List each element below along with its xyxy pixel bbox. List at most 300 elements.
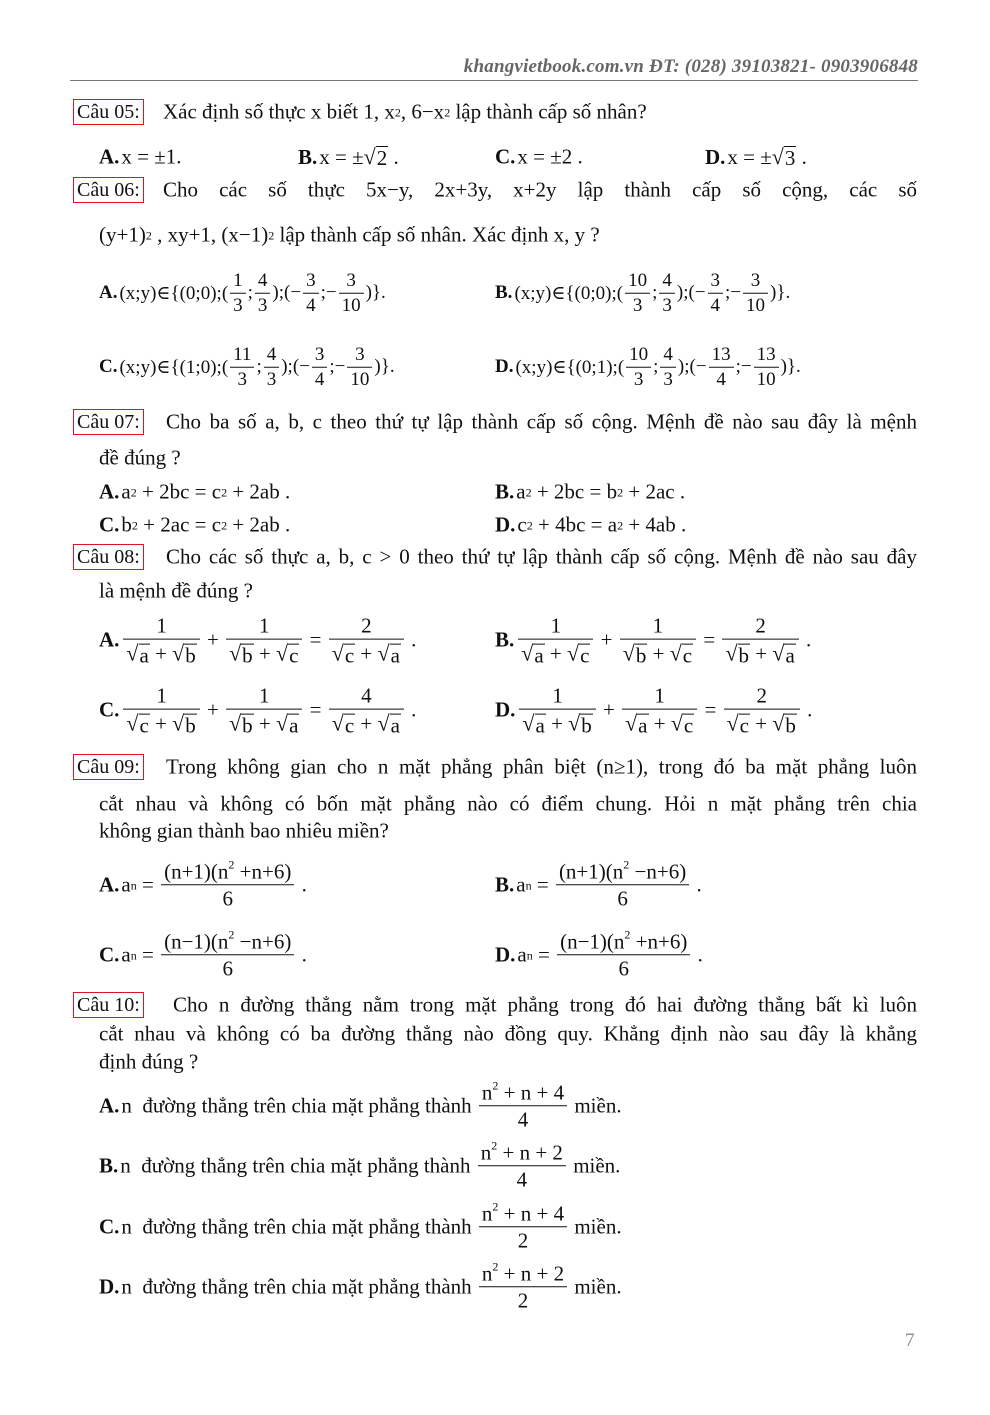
square-root bbox=[229, 640, 254, 668]
option-letter: C. bbox=[99, 512, 120, 537]
text-run: 10 bbox=[350, 368, 370, 390]
text-run: x = ± bbox=[727, 144, 772, 169]
radicand: b bbox=[581, 713, 592, 738]
option-letter: C. bbox=[495, 144, 516, 169]
text-run: , xy+1, (x−1) bbox=[151, 222, 269, 247]
square-root bbox=[623, 640, 648, 668]
fraction bbox=[478, 1139, 566, 1193]
answer-option: B. a n = $\frac{(n+1)(n^2 -n+6)}{6}$ . bbox=[495, 857, 702, 911]
denominator bbox=[264, 368, 280, 392]
option-letter: D. bbox=[705, 144, 726, 169]
denominator bbox=[659, 294, 675, 318]
text-run: (n+1)(n bbox=[558, 859, 624, 884]
numerator bbox=[347, 343, 372, 368]
text-run: + 2ac = c bbox=[137, 512, 222, 537]
text-run: 13 bbox=[711, 343, 731, 365]
answer-option bbox=[99, 683, 416, 738]
question-label: Câu 06: bbox=[73, 177, 144, 203]
radical-sign-icon: √ bbox=[521, 640, 534, 666]
text-run: n đường thẳng trên chia mặt phẳng thành bbox=[121, 1093, 477, 1118]
radicand: a bbox=[638, 713, 648, 738]
answer-option: C. a n = $\frac{(n-1)(n^2 -n+6)}{6}$ . bbox=[99, 927, 307, 981]
text-run: 1 bbox=[156, 683, 167, 708]
text-run: 3 bbox=[750, 269, 761, 291]
numerator bbox=[518, 613, 593, 640]
fraction bbox=[303, 269, 319, 318]
numerator bbox=[329, 683, 404, 710]
text-run: 6 bbox=[222, 886, 233, 911]
numerator bbox=[479, 1200, 567, 1227]
numerator bbox=[303, 269, 319, 294]
text-run: );(− bbox=[272, 282, 302, 303]
fraction bbox=[519, 683, 595, 738]
radicand: a bbox=[785, 643, 795, 668]
text-run: . bbox=[796, 144, 807, 169]
text-run: 2 bbox=[755, 613, 766, 638]
answer-option bbox=[495, 613, 811, 668]
fraction bbox=[329, 613, 404, 668]
text-run: đề đúng ? bbox=[99, 445, 181, 470]
square-root bbox=[364, 144, 389, 170]
option-letter: C. bbox=[99, 356, 118, 377]
numerator bbox=[479, 1260, 567, 1287]
question-label: Câu 09: bbox=[73, 754, 144, 780]
radicand: c bbox=[139, 713, 149, 738]
radical-sign-icon: √ bbox=[771, 144, 784, 169]
text-run: n đường thẳng trên chia mặt phẳng thành bbox=[121, 1214, 477, 1239]
text-run: 2 bbox=[517, 1288, 529, 1313]
denominator bbox=[660, 368, 676, 392]
text-run: lập thành cấp số nhân. Xác định x, y ? bbox=[274, 222, 600, 247]
denominator bbox=[722, 640, 798, 668]
text-run: là mệnh đề đúng ? bbox=[99, 578, 253, 603]
superscript: 2 bbox=[228, 857, 235, 872]
radical-sign-icon: √ bbox=[568, 710, 581, 736]
denominator bbox=[519, 710, 595, 738]
text-run: b bbox=[121, 512, 132, 537]
text-run: + bbox=[597, 697, 621, 722]
superscript: 2 bbox=[492, 1078, 499, 1093]
text-run: 1 bbox=[654, 683, 665, 708]
denominator bbox=[347, 368, 372, 392]
numerator bbox=[722, 613, 798, 640]
question-text-line bbox=[99, 1050, 198, 1075]
text-run: )}. bbox=[374, 356, 395, 377]
radical-sign-icon: √ bbox=[726, 710, 739, 736]
option-letter: B. bbox=[99, 1153, 119, 1178]
text-run: 10 bbox=[628, 269, 648, 291]
answer-option bbox=[99, 343, 395, 392]
numerator bbox=[230, 343, 254, 368]
text-run: 10 bbox=[341, 294, 361, 316]
text-run: (x;y)∈{(1;0);( bbox=[119, 356, 229, 378]
answer-option: D. c 2 + 4bc = a 2 + 4ab . bbox=[495, 512, 687, 537]
radicand: b bbox=[635, 643, 647, 668]
numerator bbox=[264, 343, 280, 368]
text-run: (n−1)(n bbox=[164, 929, 229, 954]
question-text-line bbox=[163, 178, 917, 203]
text-run: 3 bbox=[663, 368, 673, 390]
text-run: = bbox=[532, 942, 556, 967]
square-root bbox=[772, 710, 797, 738]
radicand: c bbox=[344, 713, 355, 738]
text-run: miền. bbox=[569, 1274, 622, 1299]
text-run: (x;y)∈{(0;0);( bbox=[514, 282, 624, 304]
option-letter: D. bbox=[99, 1274, 120, 1299]
text-run: )}. bbox=[780, 356, 801, 377]
radical-sign-icon: √ bbox=[567, 640, 580, 666]
question-text-line: Xác định số thực x biết 1, x 2 , 6−x 2 lập thành cấp số nhân? bbox=[163, 99, 647, 124]
radicand: b bbox=[185, 713, 196, 738]
text-run: (n+1)(n bbox=[164, 859, 229, 884]
text-run: 3 bbox=[355, 343, 365, 365]
fraction bbox=[226, 613, 302, 668]
question-text-line: (y+1) 2 , xy+1, (x−1) 2 lập thành cấp số nhân. Xác định x, y ? bbox=[99, 222, 600, 247]
text-run: a bbox=[516, 479, 526, 504]
answer-option bbox=[298, 144, 399, 170]
answer-option bbox=[99, 1200, 622, 1254]
text-run: x = ± bbox=[319, 144, 364, 169]
denominator bbox=[226, 640, 302, 668]
radicand: b bbox=[242, 713, 253, 738]
square-root bbox=[276, 640, 299, 668]
text-run: + bbox=[201, 697, 225, 722]
text-run: định đúng ? bbox=[99, 1049, 199, 1074]
fraction bbox=[312, 343, 328, 392]
superscript: 2 bbox=[492, 1259, 499, 1274]
square-root bbox=[670, 640, 693, 668]
radicand: a bbox=[534, 643, 544, 668]
text-run: 3 bbox=[632, 294, 643, 316]
radical-sign-icon: √ bbox=[772, 710, 785, 736]
text-run: Cho ba số a, b, c theo thứ tự lập thành cấp số cộng. Mệnh đề nào sau đây là mệnh bbox=[166, 409, 917, 434]
numerator bbox=[754, 343, 779, 368]
option-letter: C. bbox=[99, 1214, 120, 1239]
text-run: ;− bbox=[725, 282, 742, 303]
text-run: 13 bbox=[756, 343, 776, 365]
denominator bbox=[230, 294, 246, 318]
question-text-line bbox=[99, 579, 253, 604]
radicand: c bbox=[683, 713, 694, 738]
radicand: a bbox=[390, 713, 400, 738]
text-run: + 2bc = c bbox=[136, 479, 222, 504]
numerator bbox=[557, 928, 690, 955]
fraction bbox=[479, 1260, 567, 1314]
text-run: 3 bbox=[346, 269, 356, 291]
question-text-line bbox=[99, 792, 917, 817]
text-run: −n+6) bbox=[629, 859, 687, 884]
superscript: 2 bbox=[228, 927, 235, 942]
text-run: = bbox=[304, 627, 327, 652]
text-run: . bbox=[405, 697, 417, 722]
text-run: a bbox=[516, 872, 526, 897]
text-run: = bbox=[698, 627, 721, 652]
denominator bbox=[123, 710, 199, 738]
radical-sign-icon: √ bbox=[331, 640, 344, 666]
answer-option bbox=[99, 269, 386, 318]
text-run: ;− bbox=[320, 282, 337, 303]
text-run: cắt nhau và không có bốn mặt phẳng nào có điểm chung. Hỏi n mặt phẳng trên chia bbox=[99, 791, 917, 816]
text-run: + bbox=[595, 627, 618, 652]
numerator bbox=[659, 269, 675, 294]
square-root bbox=[522, 710, 545, 738]
text-run: );(− bbox=[677, 356, 707, 377]
superscript: 2 bbox=[492, 1199, 499, 1214]
radical-sign-icon: √ bbox=[126, 710, 139, 736]
answer-option bbox=[495, 269, 790, 318]
option-letter: A. bbox=[99, 479, 120, 504]
text-run: 3 bbox=[257, 294, 268, 316]
text-run: (x;y)∈{(0;1);( bbox=[515, 356, 625, 378]
square-root bbox=[671, 710, 694, 738]
text-run: x = ±2 . bbox=[517, 144, 583, 169]
square-root bbox=[126, 640, 149, 668]
text-run: 1 bbox=[552, 683, 563, 708]
question-text-line bbox=[173, 993, 917, 1018]
text-run: cắt nhau và không có ba đường thẳng nào đồng quy. Khẳng định nào sau đây là khẳng bbox=[99, 1021, 917, 1046]
answer-option bbox=[99, 1260, 622, 1314]
fraction bbox=[556, 858, 689, 912]
option-letter: A. bbox=[99, 144, 120, 169]
fraction bbox=[264, 343, 280, 392]
square-root bbox=[172, 640, 197, 668]
answer-option: D. a n = $\frac{(n-1)(n^2 +n+6)}{6}$ . bbox=[495, 927, 703, 981]
text-run: Cho các số thực a, b, c > 0 theo thứ tự lập thành cấp số cộng. Mệnh đề nào sau đây bbox=[166, 544, 917, 569]
denominator bbox=[754, 368, 779, 392]
denominator bbox=[161, 886, 294, 912]
answer-option: C. b 2 + 2ac = c 2 + 2ab . bbox=[99, 512, 291, 537]
text-run: . bbox=[692, 942, 703, 967]
text-run: . bbox=[296, 942, 307, 967]
radical-sign-icon: √ bbox=[276, 710, 289, 736]
numerator bbox=[123, 613, 199, 640]
numerator bbox=[161, 928, 294, 955]
numerator bbox=[161, 858, 294, 885]
fraction bbox=[659, 269, 675, 318]
text-run: a bbox=[517, 942, 527, 967]
radical-sign-icon: √ bbox=[377, 710, 390, 736]
square-root bbox=[568, 710, 593, 738]
square-root bbox=[229, 710, 254, 738]
text-run: 3 bbox=[266, 368, 277, 390]
fraction bbox=[722, 613, 798, 668]
option-letter: D. bbox=[495, 356, 514, 377]
text-run: ; bbox=[256, 356, 262, 377]
header-divider bbox=[70, 80, 918, 81]
radical-sign-icon: √ bbox=[172, 640, 185, 666]
text-run: 4 bbox=[663, 343, 673, 365]
text-run: 3 bbox=[233, 294, 243, 316]
fraction bbox=[347, 343, 372, 392]
radical-sign-icon: √ bbox=[772, 640, 785, 666]
numerator bbox=[519, 683, 595, 710]
numerator bbox=[230, 269, 246, 294]
question-text-line bbox=[99, 819, 389, 844]
square-root bbox=[772, 640, 795, 668]
fraction bbox=[754, 343, 779, 392]
text-run: + bbox=[647, 641, 670, 666]
text-run: 1 bbox=[233, 269, 243, 291]
square-root bbox=[772, 144, 797, 170]
answer-option bbox=[495, 343, 801, 392]
denominator bbox=[339, 294, 364, 318]
numerator bbox=[743, 269, 768, 294]
fraction bbox=[161, 928, 294, 982]
text-run: = bbox=[304, 697, 327, 722]
radical-sign-icon: √ bbox=[172, 710, 185, 736]
denominator bbox=[518, 640, 593, 668]
square-root bbox=[332, 640, 355, 668]
text-run: + bbox=[750, 711, 773, 736]
text-run: 4 bbox=[314, 368, 325, 390]
text-run: (n−1)(n bbox=[560, 929, 625, 954]
text-run: 4 bbox=[266, 343, 277, 365]
numerator bbox=[255, 269, 271, 294]
option-letter: D. bbox=[495, 942, 516, 967]
text-run: ;− bbox=[735, 356, 752, 377]
denominator bbox=[556, 886, 689, 912]
fraction bbox=[226, 683, 302, 738]
radical-sign-icon: √ bbox=[276, 640, 289, 666]
text-run: ; bbox=[653, 356, 659, 377]
square-root bbox=[276, 710, 299, 738]
text-run: 4 bbox=[662, 269, 672, 291]
fraction bbox=[709, 343, 734, 392]
text-run: + bbox=[253, 641, 277, 666]
text-run: n bbox=[481, 1261, 493, 1286]
text-run: a bbox=[121, 872, 131, 897]
numerator bbox=[622, 683, 697, 710]
text-run: ; bbox=[652, 282, 658, 303]
text-run: 2 bbox=[517, 1228, 529, 1253]
option-letter: A. bbox=[99, 1093, 120, 1118]
text-run: 3 bbox=[306, 269, 316, 291]
text-run: + bbox=[544, 641, 568, 666]
superscript: 2 bbox=[623, 857, 630, 872]
radical-sign-icon: √ bbox=[363, 144, 376, 169]
fraction bbox=[123, 613, 199, 668]
denominator bbox=[479, 1288, 567, 1314]
numerator bbox=[226, 683, 302, 710]
radicand: c bbox=[580, 643, 590, 668]
fraction bbox=[479, 1079, 567, 1133]
text-run: 1 bbox=[259, 613, 270, 638]
text-run: −n+6) bbox=[234, 929, 292, 954]
text-run: . bbox=[388, 144, 399, 169]
radicand: b bbox=[785, 713, 796, 738]
denominator bbox=[329, 710, 404, 738]
question-text-line bbox=[166, 545, 917, 570]
fraction bbox=[708, 269, 724, 318]
text-run: n bbox=[481, 1201, 493, 1226]
numerator bbox=[556, 858, 689, 885]
text-run: +n+6) bbox=[234, 859, 292, 884]
denominator bbox=[161, 956, 294, 982]
question-label: Câu 10: bbox=[73, 992, 144, 1018]
answer-option bbox=[99, 1139, 620, 1193]
option-letter: B. bbox=[298, 144, 318, 169]
denominator bbox=[478, 1167, 566, 1193]
fraction bbox=[339, 269, 364, 318]
text-run: n bbox=[481, 1080, 493, 1105]
text-run: 3 bbox=[237, 368, 248, 390]
denominator bbox=[123, 640, 199, 668]
text-run: , 6−x bbox=[400, 99, 445, 124]
numerator bbox=[329, 613, 404, 640]
square-root bbox=[126, 710, 149, 738]
text-run: 10 bbox=[746, 294, 766, 316]
denominator bbox=[329, 640, 404, 668]
text-run: c bbox=[517, 512, 527, 537]
text-run: + 2ac . bbox=[623, 479, 686, 504]
text-run: + bbox=[750, 641, 773, 666]
text-run: ; bbox=[247, 282, 253, 303]
denominator bbox=[622, 710, 697, 738]
fraction bbox=[626, 343, 651, 392]
numerator bbox=[226, 613, 302, 640]
numerator bbox=[724, 683, 800, 710]
fraction bbox=[161, 858, 294, 912]
option-letter: C. bbox=[99, 942, 120, 967]
text-run: 3 bbox=[710, 269, 721, 291]
fraction bbox=[724, 683, 800, 738]
text-run: )}. bbox=[770, 282, 791, 303]
text-run: + bbox=[149, 641, 173, 666]
numerator bbox=[660, 343, 676, 368]
text-run: 4 bbox=[361, 683, 372, 708]
radical-sign-icon: √ bbox=[625, 710, 638, 736]
radicand: a bbox=[390, 643, 400, 668]
text-run: 3 bbox=[662, 294, 672, 316]
option-letter: A. bbox=[99, 872, 120, 897]
option-letter: B. bbox=[495, 872, 515, 897]
square-root bbox=[332, 710, 355, 738]
text-run: + bbox=[355, 711, 378, 736]
text-run: . bbox=[801, 697, 813, 722]
question-text-line bbox=[99, 1022, 917, 1047]
answer-option: B. a 2 + 2bc = b 2 + 2ac . bbox=[495, 479, 686, 504]
text-run: 10 bbox=[629, 343, 649, 365]
text-run: không gian thành bao nhiêu miền? bbox=[99, 818, 389, 843]
text-run: + bbox=[545, 711, 569, 736]
text-run: 4 bbox=[710, 294, 721, 316]
text-run: n đường thẳng trên chia mặt phẳng thành bbox=[120, 1153, 476, 1178]
answer-option bbox=[99, 1079, 622, 1133]
option-letter: A. bbox=[99, 282, 118, 303]
radicand: b bbox=[738, 643, 750, 668]
text-run: miền. bbox=[569, 1214, 622, 1239]
radicand: c bbox=[344, 643, 355, 668]
text-run: );(− bbox=[281, 356, 310, 377]
text-run: + 2bc = b bbox=[531, 479, 618, 504]
text-run: Xác định số thực x biết 1, x bbox=[163, 99, 395, 124]
numerator bbox=[625, 269, 650, 294]
text-run: + 2ab . bbox=[227, 512, 291, 537]
denominator bbox=[620, 640, 696, 668]
fraction bbox=[625, 269, 650, 318]
denominator bbox=[226, 710, 302, 738]
denominator bbox=[230, 368, 254, 392]
option-letter: D. bbox=[495, 697, 516, 722]
text-run: 1 bbox=[156, 613, 167, 638]
text-run: 4 bbox=[716, 368, 726, 390]
text-run: 1 bbox=[550, 613, 562, 638]
radicand: a bbox=[139, 643, 149, 668]
numerator bbox=[626, 343, 651, 368]
square-root bbox=[625, 710, 648, 738]
answer-option bbox=[495, 145, 583, 170]
numerator bbox=[479, 1079, 567, 1106]
